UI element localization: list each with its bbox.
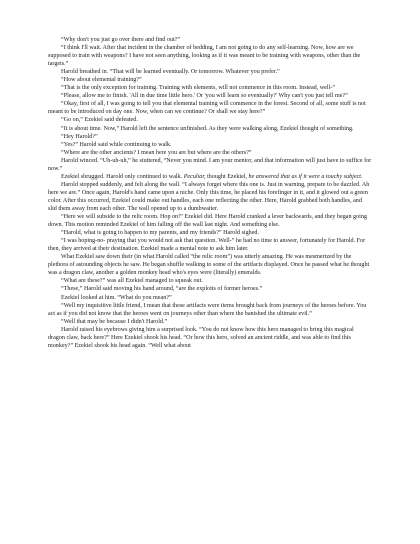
paragraph: “Well my inquisitive little friend, I mean that these artifacts were items brought back from journeys of the heroes before. You act as if you did not know that the heroes went on journeys other than where the banished the ultimate evil.” (48, 302, 367, 317)
paragraph-with-emphasis (48, 173, 372, 181)
paragraph: “Where are the other ancients? I mean here you are but where are the others?” (61, 149, 252, 156)
paragraph: “It is about time. Now,” Harold left the sentence unfinished. As they were walking along, Ezekiel thought of something. (61, 125, 354, 132)
paragraph-text: thought Ezekiel, (205, 173, 249, 180)
italic-text: he answered that as if it were a touchy subject. (248, 173, 363, 180)
paragraph: “Why don't you just go over there and find out?” (61, 37, 181, 43)
paragraph: “These,” Harold said moving his hand around, “are the exploits of former heroes.” (61, 286, 263, 293)
paragraph-text: Ezekiel shrugged. Harold only continued to walk. (61, 173, 184, 180)
document-page (48, 36, 372, 350)
paragraph: “That is the only exception for training. Training with elements, will not commence in this room. Instead, well-” (61, 85, 335, 92)
paragraph: “Okay, first of all, I was going to tell you that elemental training will commence in the forest. Second of all, some stuff is not meant to be introduced on day one. Now, when can we continue? Or shall we stay here?” (48, 101, 366, 116)
paragraph: “Yes?” Harold said while continuing to walk. (61, 141, 172, 148)
paragraph: “Please, allow me to finish. 'All in due time little hero.' Or 'you will learn so eventually?' Why can't you just tell me?” (61, 93, 348, 100)
paragraph: “Hey Harold?” (61, 133, 98, 140)
paragraph: Harold raised his eyebrows giving him a surprised look. “You do not know how this hero managed to bring this magical dragon claw, back here?” Here Ezekiel shook his head. “Or how this hero, solved an ancient riddle, and was able to find this monkey?” Ezekiel shook his head again. “Well what about (48, 326, 354, 349)
paragraph: Ezekiel looked at him. “What do you mean?” (61, 294, 172, 301)
paragraph: “Go on,” Ezekiel said defeated. (61, 117, 138, 124)
paragraph: Harold stopped suddenly, and felt along the wall. “I always forget where this one is. Just in warning, prepare to be dazzled. Ah here we are.” Once again, Harold's hand came upon a niche. Only this time, he placed his forefinger in it, and it glowed out a green color. After this occurred, Ezekiel could make out handles, each one reflecting the other. Here, Harold grabbed both handles, and slid them away from each other. The wall opened up to a dumbwaiter. (48, 181, 370, 212)
paragraph: Harold winced. “Uh-uh-uh,” he stuttered, “Never you mind. I am your mentor, and that information will just have to suffice for now.” (48, 157, 372, 172)
paragraph: “I was hoping-no- praying that you would not ask that question. Well-” he had no time to answer, fortunately for Harold. For then, they arrived at their destination. Ezekiel made a mental note to ask him later. (48, 238, 366, 253)
paragraph: “What are these?” was all Ezekiel managed to squeak out. (61, 278, 203, 285)
paragraph: “Here we will subside to the relic room. Hop on!” Ezekiel did. Here Harold cranked a lever backwards, and they began going down. This motion reminded Ezekiel of him falling off the wall last night. And something else. (48, 214, 367, 229)
italic-text: Peculiar, (183, 173, 206, 180)
paragraph: “Well that may be because I didn't Harold.” (61, 318, 168, 325)
paragraph: What Ezekiel saw down their (in what Harold called “the relic room”) was utterly amazing. He was mesmerized by the plethora of astounding objects he saw. He began shuffle walking to some of the artifacts displayed. Once he passed what he thought was a dragon claw, another a golden monkey head who's eyes were (literally) emeralds. (48, 254, 370, 277)
paragraph: “I think I'll wait. After that incident in the chamber of bedding, I am not going to do any self-learning. Now, how are we supposed to train with weapons? I have not seen anything, looking as if it was meant to be training with weapons, other than the targets.” (48, 45, 361, 68)
paragraph: Harold breathed in. “That will be learned eventually. Or tomorrow. Whatever you prefer.” (61, 69, 280, 76)
paragraph: “Harold, what is going to happen to my parents, and my friends?” Harold sighed. (61, 230, 259, 237)
paragraph: “How about elemental training?” (61, 77, 142, 84)
